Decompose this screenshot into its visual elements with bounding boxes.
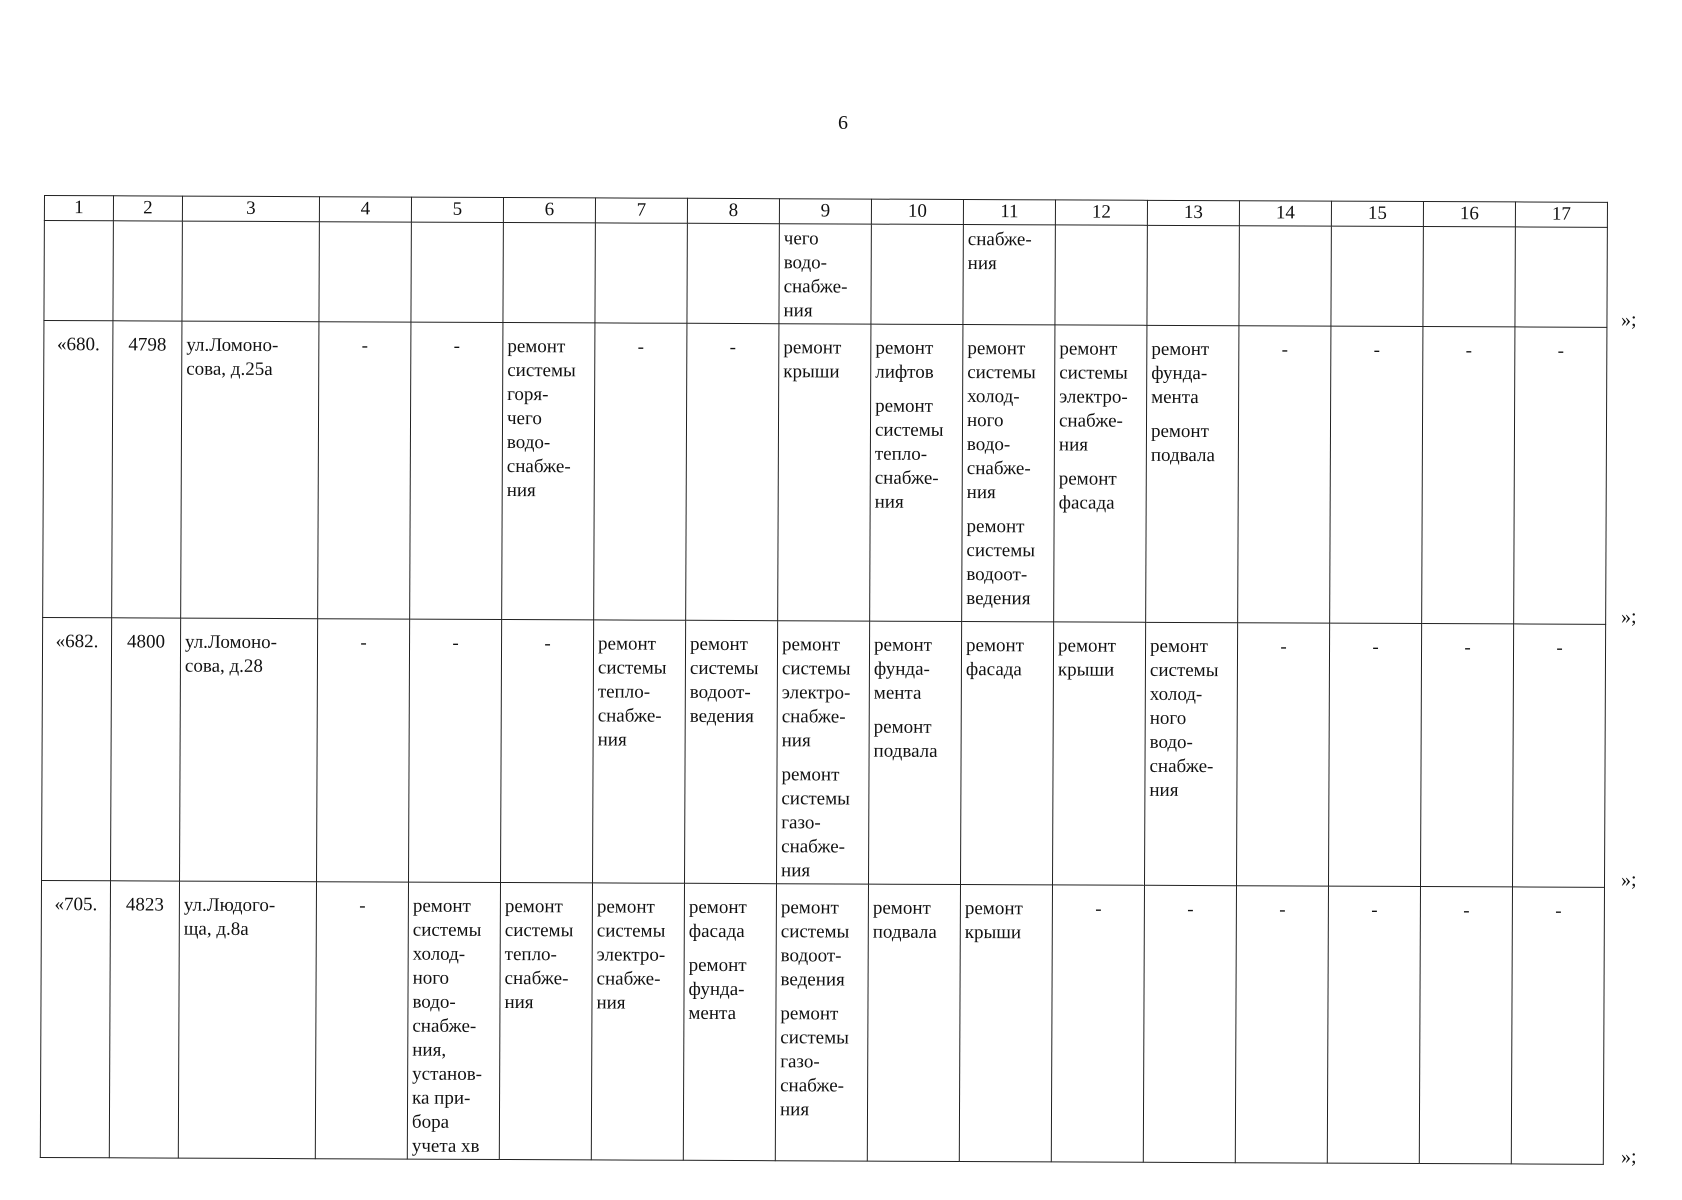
table-cell — [869, 621, 962, 884]
cell-text-line: - — [1187, 898, 1194, 921]
cell-text-line: системы — [412, 919, 482, 941]
table-cell — [595, 223, 687, 323]
cell-text-line: электро- — [781, 682, 851, 704]
column-number: 1 — [44, 196, 113, 221]
cell-text-line: - — [359, 895, 366, 917]
table-row — [40, 880, 1604, 1164]
column-number: 3 — [182, 196, 319, 222]
cell-text-line: ремонт — [504, 896, 563, 918]
cell-text-line: ния — [597, 729, 627, 751]
cell-text-line: ща, д.8а — [183, 918, 249, 940]
cell-text-line: системы — [1059, 362, 1128, 384]
cell-text-line: снабже- — [504, 968, 569, 990]
cell-text-line: ремонт — [872, 897, 931, 919]
table-row — [44, 221, 1607, 328]
cell-text-line: ведения — [689, 705, 754, 728]
table-cell — [963, 225, 1055, 325]
cell-text-line: снабже- — [781, 836, 846, 858]
table-cell — [775, 884, 868, 1161]
cell-text-line: - — [452, 632, 459, 654]
cell-text-line: - — [544, 633, 551, 655]
table-cell — [1515, 227, 1607, 327]
column-number: 10 — [871, 199, 963, 224]
row-closing-quote: »; — [1621, 869, 1637, 892]
cell-text-line: снабже- — [1149, 755, 1214, 778]
table-cell — [111, 618, 181, 881]
cell-text-line: ния — [966, 482, 996, 504]
cell-text-line: - — [1465, 340, 1473, 362]
cell-text-line: ния — [781, 860, 811, 882]
paragraph-gap — [780, 992, 863, 1002]
table-cell — [687, 223, 779, 323]
cell-text-line: тепло- — [504, 944, 557, 966]
cell-text-line: ремонт — [596, 896, 655, 918]
table-cell — [686, 323, 779, 620]
table-cell — [779, 224, 871, 324]
cell-text-line: - — [360, 632, 367, 654]
table-cell — [502, 323, 595, 620]
cell-text-line: крыши — [783, 361, 840, 383]
cell-text-line: тепло- — [874, 443, 928, 465]
paragraph-gap — [875, 385, 958, 395]
cell-text-line: - — [1281, 339, 1289, 361]
cell-text-line: ремонт — [1151, 338, 1210, 361]
cell-text-line: «705. — [54, 894, 98, 916]
paragraph-gap — [1151, 410, 1234, 420]
cell-text-line: ремонт — [688, 896, 747, 919]
column-number: 14 — [1239, 201, 1331, 226]
cell-text-line: холод- — [412, 943, 466, 965]
cell-text-line: системы — [966, 540, 1036, 562]
cell-text-line: системы — [781, 788, 850, 810]
cell-text-line: - — [1095, 898, 1102, 920]
cell-text-line: - — [1556, 637, 1563, 659]
table-cell — [1054, 325, 1147, 622]
table-row — [42, 617, 1606, 887]
table-cell — [1420, 624, 1513, 887]
table-cell — [411, 222, 503, 322]
cell-text-line: мента — [688, 1002, 737, 1025]
cell-text-line: электро- — [1059, 386, 1128, 408]
column-number: 8 — [687, 198, 779, 223]
table-cell — [870, 324, 963, 621]
cell-text-line: ния — [874, 491, 904, 513]
cell-text-line: ния — [596, 992, 626, 1014]
cell-text-line: ремонт — [1057, 635, 1117, 657]
cell-text-line: газо- — [781, 812, 821, 834]
cell-text-line: сова, д.28 — [184, 655, 264, 677]
cell-text-line: ремонт — [598, 633, 657, 655]
row-closing-quote: »; — [1621, 309, 1637, 332]
cell-text-line: снабже- — [1058, 410, 1123, 432]
cell-text-line: ния — [781, 730, 811, 752]
table-cell — [1235, 886, 1328, 1163]
cell-text-line: снабже- — [783, 276, 848, 298]
cell-text-line: системы — [967, 362, 1036, 384]
cell-text-line: водоот- — [966, 564, 1028, 586]
cell-text-line: ния — [506, 480, 536, 502]
cell-text-line: фунда- — [873, 658, 930, 680]
column-number: 6 — [503, 198, 595, 223]
cell-text-line: ния — [1058, 434, 1089, 456]
table-cell — [109, 881, 179, 1158]
paragraph-gap — [967, 505, 1050, 515]
table-cell — [961, 622, 1054, 885]
cell-text-line: снабже- — [966, 458, 1031, 480]
cell-text-line: ремонт — [780, 897, 839, 919]
cell-text-line: электро- — [596, 944, 666, 966]
cell-text-line: фасада — [1058, 492, 1115, 514]
table-cell — [409, 619, 502, 882]
cell-text-line: ного — [1149, 707, 1187, 729]
cell-text-line: ремонт — [1150, 420, 1209, 443]
cell-text-line: водо- — [1149, 731, 1193, 754]
table-cell — [1055, 225, 1147, 325]
table-row — [43, 321, 1607, 625]
cell-text-line: ремонт — [1058, 468, 1117, 490]
column-number: 17 — [1515, 202, 1607, 227]
cell-text-line: водо- — [412, 991, 456, 1013]
cell-text-line: фунда- — [688, 978, 745, 1001]
cell-text-line: лифтов — [875, 361, 934, 383]
cell-text-line: ремонт — [781, 764, 840, 786]
cell-text-line: бора — [411, 1111, 450, 1133]
table-cell — [181, 321, 319, 619]
cell-text-line: фунда- — [1151, 362, 1208, 385]
cell-text-line: крыши — [1057, 659, 1115, 681]
cell-text-line: - — [453, 335, 461, 357]
cell-text-line: системы — [507, 360, 576, 382]
table-cell — [178, 881, 316, 1159]
cell-text-line: системы — [874, 419, 944, 441]
cell-text-line: фасада — [965, 659, 1022, 681]
cell-text-line: системы — [597, 657, 667, 679]
cell-text-line: - — [361, 335, 369, 357]
cell-text-line: ремонт — [875, 395, 934, 417]
cell-text-line: снабже- — [597, 705, 662, 727]
repair-schedule-table — [40, 195, 1608, 1165]
cell-text-line: - — [1371, 899, 1378, 921]
table-cell — [407, 882, 500, 1159]
cell-text-line: - — [1555, 900, 1562, 922]
cell-text-line: ул.Ломоно- — [185, 631, 278, 654]
table-cell — [499, 882, 592, 1159]
table-cell — [318, 322, 411, 619]
cell-text-line: крыши — [964, 922, 1022, 944]
cell-text-line: ния, — [412, 1039, 447, 1061]
cell-text-line: ремонт — [412, 895, 471, 917]
table-cell — [112, 321, 182, 618]
table-cell — [1238, 326, 1331, 623]
cell-text-line: ния — [783, 300, 813, 322]
table-cell — [503, 223, 595, 323]
cell-text-line: ремонт — [783, 337, 842, 359]
table-cell — [1331, 226, 1423, 326]
cell-text-line: ремонт — [507, 336, 566, 358]
cell-text-line: ремонт — [780, 1003, 839, 1025]
column-number: 9 — [779, 199, 871, 224]
cell-text-line: подвала — [872, 921, 937, 943]
table-cell — [1327, 886, 1420, 1163]
cell-text-line: водоот- — [780, 945, 842, 967]
cell-text-line: холод- — [1149, 683, 1203, 706]
table-cell — [867, 884, 960, 1161]
table-cell — [1239, 226, 1331, 326]
cell-text-line: системы — [689, 657, 759, 680]
cell-text-line: сова, д.25а — [186, 358, 273, 380]
table-cell — [594, 323, 687, 620]
cell-text-line: ул.Ломоно- — [186, 334, 279, 357]
cell-text-line: ного — [966, 410, 1004, 432]
cell-text-line: снабже- — [506, 456, 571, 478]
cell-text-line: ул.Людого- — [183, 894, 276, 917]
table-cell — [591, 883, 684, 1160]
cell-text-line: ния — [1149, 779, 1179, 801]
cell-text-line: системы — [780, 1027, 849, 1049]
table-cell — [1330, 326, 1423, 623]
column-number: 5 — [411, 197, 503, 222]
table-cell — [1512, 624, 1605, 887]
cell-text-line: «682. — [55, 631, 99, 653]
table-cell — [182, 221, 319, 322]
cell-text-line: ремонт — [873, 716, 932, 738]
cell-text-line: снабже- — [967, 229, 1032, 251]
cell-text-line: ведения — [780, 969, 845, 991]
cell-text-line: чего — [783, 228, 819, 250]
table-cell — [40, 880, 110, 1157]
cell-text-line: учета хв — [411, 1135, 480, 1157]
repair-schedule-table-wrap — [40, 195, 1608, 1165]
table-cell — [42, 617, 112, 880]
table-cell — [1328, 623, 1421, 886]
column-number: 15 — [1331, 201, 1423, 226]
row-closing-quote: »; — [1621, 606, 1637, 629]
table-cell — [683, 883, 776, 1160]
cell-text-line: 4798 — [128, 334, 167, 356]
table-cell — [778, 324, 871, 621]
cell-text-line: ремонт — [1059, 338, 1118, 360]
cell-text-line: ремонт — [965, 635, 1025, 657]
table-cell — [1236, 623, 1329, 886]
table-cell — [685, 620, 778, 883]
cell-text-line: газо- — [780, 1051, 820, 1073]
table-cell — [317, 619, 410, 882]
column-number: 16 — [1423, 202, 1515, 227]
cell-text-line: ка при- — [412, 1087, 471, 1109]
cell-text-line: ремонт — [688, 954, 747, 977]
cell-text-line: - — [1557, 340, 1565, 362]
cell-text-line: ремонт — [967, 338, 1026, 360]
cell-text-line: - — [1463, 900, 1470, 922]
cell-text-line: - — [637, 336, 645, 358]
column-number: 13 — [1147, 200, 1239, 225]
cell-text-line: водо- — [506, 432, 551, 454]
cell-text-line: холод- — [967, 386, 1020, 408]
cell-text-line: - — [1372, 636, 1379, 658]
cell-text-line: мента — [873, 682, 922, 704]
cell-text-line: - — [1464, 637, 1471, 659]
table-cell — [593, 620, 686, 883]
cell-text-line: фасада — [688, 920, 745, 943]
cell-text-line: 4800 — [127, 631, 166, 653]
cell-text-line: тепло- — [597, 681, 651, 703]
cell-text-line: снабже- — [874, 467, 939, 489]
cell-text-line: «680. — [56, 334, 100, 356]
table-cell — [1144, 622, 1237, 885]
table-cell — [1423, 227, 1515, 327]
cell-text-line: ния — [504, 992, 534, 1014]
paragraph-gap — [874, 706, 957, 716]
table-cell — [44, 221, 113, 321]
cell-text-line: снабже- — [412, 1015, 477, 1037]
cell-text-line: водо- — [966, 434, 1011, 456]
table-cell — [315, 882, 408, 1159]
table-cell — [501, 620, 594, 883]
cell-text-line: снабже- — [781, 706, 846, 728]
cell-text-line: снабже- — [596, 968, 661, 990]
table-cell — [1146, 325, 1239, 622]
cell-text-line: подвала — [1150, 444, 1215, 467]
table-cell — [113, 221, 182, 321]
cell-text-line: 4823 — [125, 894, 164, 916]
cell-text-line: - — [1279, 899, 1286, 921]
cell-text-line: ведения — [966, 588, 1031, 610]
cell-text-line: ремонт — [966, 516, 1025, 538]
cell-text-line: системы — [504, 920, 574, 942]
cell-text-line: ремонт — [873, 634, 933, 656]
cell-text-line: ремонт — [1149, 635, 1209, 658]
cell-text-line: системы — [780, 921, 850, 943]
cell-text-line: мента — [1151, 386, 1199, 409]
table-cell — [319, 222, 411, 322]
table-cell — [1422, 327, 1515, 624]
cell-text-line: - — [1280, 636, 1287, 658]
cell-text-line: чего — [506, 408, 542, 430]
cell-text-line: ремонт — [875, 337, 934, 359]
table-cell — [1514, 327, 1607, 624]
cell-text-line: ремонт — [781, 634, 841, 656]
cell-text-line: ния — [967, 253, 997, 275]
table-cell — [1051, 885, 1144, 1162]
column-number: 12 — [1055, 200, 1147, 225]
cell-text-line: системы — [1149, 659, 1219, 682]
cell-text-line: ния — [779, 1099, 810, 1121]
cell-text-line: установ- — [412, 1063, 483, 1085]
cell-text-line: подвала — [873, 740, 938, 762]
cell-text-line: системы — [596, 920, 666, 942]
table-cell — [962, 325, 1055, 622]
table-cell — [1147, 225, 1239, 325]
table-cell — [180, 618, 318, 882]
table-cell — [1052, 622, 1145, 885]
table-cell — [777, 621, 870, 884]
table-cell — [43, 321, 113, 618]
column-number: 11 — [963, 200, 1055, 225]
table-cell — [1511, 887, 1604, 1164]
paragraph-gap — [1059, 457, 1142, 467]
row-closing-quote: »; — [1621, 1146, 1637, 1169]
column-number: 7 — [595, 198, 687, 223]
cell-text-line: - — [729, 336, 737, 359]
cell-text-line: ного — [412, 967, 450, 989]
paragraph-gap — [689, 944, 772, 954]
table-cell — [1419, 887, 1512, 1164]
cell-text-line: водо- — [783, 252, 828, 274]
table-cell — [871, 224, 963, 324]
paragraph-gap — [782, 753, 865, 763]
cell-text-line: системы — [781, 658, 851, 680]
cell-text-line: ремонт — [689, 633, 749, 656]
cell-text-line: - — [1373, 339, 1381, 361]
cell-text-line: водоот- — [689, 681, 751, 704]
column-number: 2 — [113, 196, 182, 221]
table-cell — [959, 885, 1052, 1162]
cell-text-line: снабже- — [780, 1075, 845, 1097]
cell-text-line: ремонт — [964, 898, 1023, 920]
column-number: 4 — [319, 197, 411, 222]
cell-text-line: горя- — [507, 384, 549, 406]
table-cell — [410, 322, 503, 619]
table-cell — [1143, 885, 1236, 1162]
page-number: 6 — [838, 112, 848, 134]
